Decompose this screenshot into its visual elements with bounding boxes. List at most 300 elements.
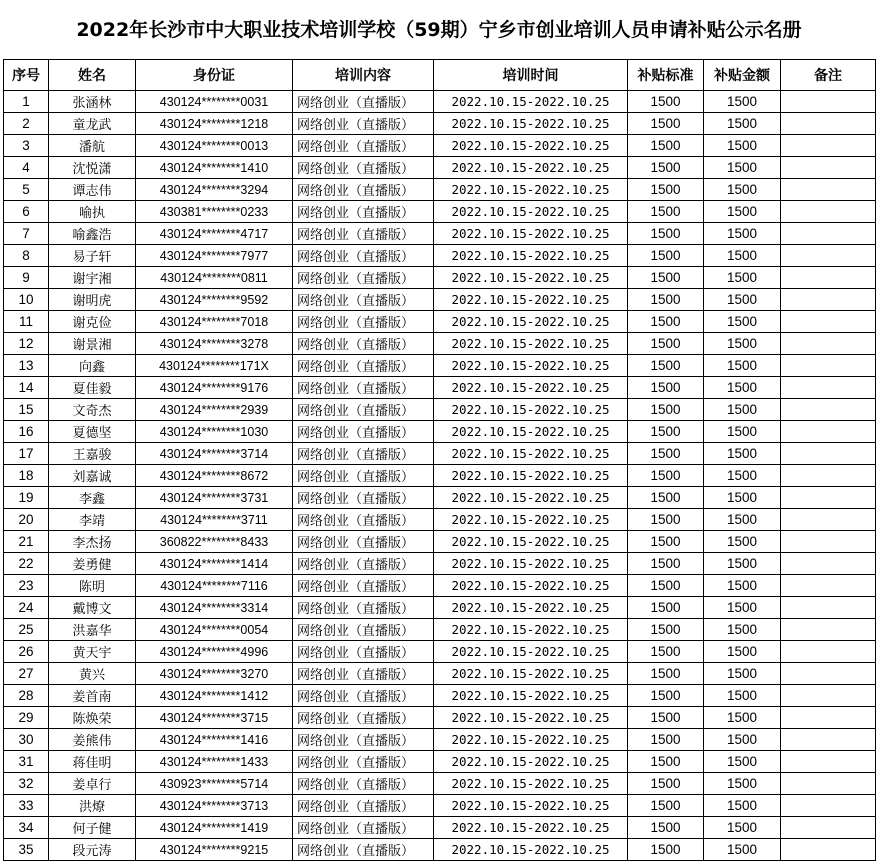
cell-name: 黄天宇 [49,641,136,663]
cell-standard: 1500 [628,113,704,135]
cell-period: 2022.10.15-2022.10.25 [434,135,628,157]
cell-standard: 1500 [628,751,704,773]
cell-note [781,311,876,333]
header-no: 序号 [4,60,49,91]
cell-period: 2022.10.15-2022.10.25 [434,245,628,267]
cell-note [781,289,876,311]
cell-name: 姜勇健 [49,553,136,575]
cell-name: 王嘉骏 [49,443,136,465]
cell-note [781,487,876,509]
cell-note [781,839,876,861]
cell-name: 蒋佳明 [49,751,136,773]
table-row [4,135,876,157]
cell-no: 17 [4,443,49,465]
cell-name: 李杰扬 [49,531,136,553]
cell-standard: 1500 [628,773,704,795]
cell-note [781,399,876,421]
cell-name: 谭志伟 [49,179,136,201]
cell-amount: 1500 [704,619,781,641]
cell-standard: 1500 [628,619,704,641]
cell-course: 网络创业（直播版） [293,553,434,575]
cell-amount: 1500 [704,663,781,685]
cell-id: 430124********4717 [136,223,293,245]
cell-period: 2022.10.15-2022.10.25 [434,839,628,861]
cell-no: 32 [4,773,49,795]
table-row [4,839,876,861]
cell-name: 张涵林 [49,91,136,113]
cell-amount: 1500 [704,157,781,179]
cell-amount: 1500 [704,553,781,575]
cell-id: 430124********8672 [136,465,293,487]
cell-standard: 1500 [628,509,704,531]
table-row [4,817,876,839]
cell-standard: 1500 [628,135,704,157]
cell-standard: 1500 [628,311,704,333]
header-note: 备注 [781,60,876,91]
cell-id: 430124********7116 [136,575,293,597]
cell-name: 洪嘉华 [49,619,136,641]
table-row [4,619,876,641]
cell-amount: 1500 [704,817,781,839]
table-row [4,487,876,509]
cell-id: 430124********3270 [136,663,293,685]
cell-id: 360822********8433 [136,531,293,553]
cell-name: 洪燎 [49,795,136,817]
cell-note [781,641,876,663]
cell-id: 430381********0233 [136,201,293,223]
cell-standard: 1500 [628,245,704,267]
cell-note [781,663,876,685]
table-row [4,575,876,597]
cell-no: 30 [4,729,49,751]
cell-course: 网络创业（直播版） [293,685,434,707]
cell-name: 何子健 [49,817,136,839]
cell-no: 35 [4,839,49,861]
cell-id: 430124********1218 [136,113,293,135]
cell-no: 7 [4,223,49,245]
cell-name: 刘嘉诚 [49,465,136,487]
table-row [4,663,876,685]
cell-amount: 1500 [704,707,781,729]
header-course: 培训内容 [293,60,434,91]
cell-name: 谢宇湘 [49,267,136,289]
cell-note [781,443,876,465]
cell-course: 网络创业（直播版） [293,575,434,597]
table-row [4,333,876,355]
cell-no: 2 [4,113,49,135]
cell-standard: 1500 [628,839,704,861]
cell-amount: 1500 [704,465,781,487]
header-period: 培训时间 [434,60,628,91]
document-title: 2022年长沙市中大职业技术培训学校（59期）宁乡市创业培训人员申请补贴公示名册 [76,19,802,41]
cell-course: 网络创业（直播版） [293,729,434,751]
cell-course: 网络创业（直播版） [293,179,434,201]
cell-amount: 1500 [704,333,781,355]
cell-period: 2022.10.15-2022.10.25 [434,509,628,531]
cell-note [781,223,876,245]
header-name: 姓名 [49,60,136,91]
cell-course: 网络创业（直播版） [293,509,434,531]
cell-course: 网络创业（直播版） [293,135,434,157]
cell-amount: 1500 [704,113,781,135]
cell-id: 430124********3711 [136,509,293,531]
cell-course: 网络创业（直播版） [293,465,434,487]
cell-note [781,685,876,707]
cell-standard: 1500 [628,443,704,465]
cell-course: 网络创业（直播版） [293,421,434,443]
cell-period: 2022.10.15-2022.10.25 [434,443,628,465]
cell-name: 姜首南 [49,685,136,707]
cell-period: 2022.10.15-2022.10.25 [434,377,628,399]
table-row [4,399,876,421]
cell-standard: 1500 [628,377,704,399]
cell-note [781,355,876,377]
table-row [4,267,876,289]
table-row [4,377,876,399]
cell-amount: 1500 [704,443,781,465]
cell-name: 戴博文 [49,597,136,619]
cell-course: 网络创业（直播版） [293,773,434,795]
table-row [4,311,876,333]
cell-amount: 1500 [704,421,781,443]
cell-course: 网络创业（直播版） [293,487,434,509]
cell-standard: 1500 [628,729,704,751]
cell-amount: 1500 [704,685,781,707]
cell-name: 沈悦潇 [49,157,136,179]
cell-course: 网络创业（直播版） [293,377,434,399]
cell-no: 21 [4,531,49,553]
cell-note [781,157,876,179]
cell-id: 430124********2939 [136,399,293,421]
cell-name: 谢克俭 [49,311,136,333]
cell-amount: 1500 [704,355,781,377]
cell-name: 喻执 [49,201,136,223]
cell-course: 网络创业（直播版） [293,399,434,421]
cell-id: 430124********1433 [136,751,293,773]
cell-note [781,113,876,135]
cell-standard: 1500 [628,179,704,201]
cell-period: 2022.10.15-2022.10.25 [434,113,628,135]
cell-name: 向鑫 [49,355,136,377]
cell-id: 430124********1416 [136,729,293,751]
cell-name: 夏德坚 [49,421,136,443]
cell-id: 430124********4996 [136,641,293,663]
table-row [4,179,876,201]
cell-course: 网络创业（直播版） [293,91,434,113]
cell-amount: 1500 [704,201,781,223]
cell-standard: 1500 [628,487,704,509]
cell-course: 网络创业（直播版） [293,751,434,773]
cell-standard: 1500 [628,531,704,553]
table-row [4,113,876,135]
cell-name: 谢明虎 [49,289,136,311]
cell-name: 陈明 [49,575,136,597]
cell-course: 网络创业（直播版） [293,795,434,817]
cell-amount: 1500 [704,729,781,751]
cell-no: 22 [4,553,49,575]
cell-standard: 1500 [628,201,704,223]
cell-standard: 1500 [628,465,704,487]
table-row [4,751,876,773]
cell-amount: 1500 [704,223,781,245]
cell-amount: 1500 [704,487,781,509]
cell-no: 28 [4,685,49,707]
cell-name: 谢景湘 [49,333,136,355]
cell-standard: 1500 [628,597,704,619]
roster-table [3,59,876,861]
cell-amount: 1500 [704,91,781,113]
cell-name: 易子轩 [49,245,136,267]
cell-amount: 1500 [704,575,781,597]
table-row [4,729,876,751]
cell-course: 网络创业（直播版） [293,289,434,311]
table-row [4,509,876,531]
table-row [4,641,876,663]
cell-course: 网络创业（直播版） [293,311,434,333]
cell-no: 14 [4,377,49,399]
table-row [4,201,876,223]
cell-standard: 1500 [628,267,704,289]
cell-period: 2022.10.15-2022.10.25 [434,597,628,619]
cell-standard: 1500 [628,421,704,443]
cell-course: 网络创业（直播版） [293,443,434,465]
cell-note [781,597,876,619]
cell-no: 19 [4,487,49,509]
cell-id: 430124********9592 [136,289,293,311]
cell-course: 网络创业（直播版） [293,817,434,839]
table-row [4,553,876,575]
cell-no: 15 [4,399,49,421]
cell-note [781,135,876,157]
cell-period: 2022.10.15-2022.10.25 [434,91,628,113]
cell-standard: 1500 [628,91,704,113]
cell-amount: 1500 [704,773,781,795]
cell-name: 童龙武 [49,113,136,135]
cell-period: 2022.10.15-2022.10.25 [434,201,628,223]
table-row [4,465,876,487]
cell-period: 2022.10.15-2022.10.25 [434,157,628,179]
table-header-row [4,60,876,91]
cell-id: 430124********9215 [136,839,293,861]
cell-name: 段元涛 [49,839,136,861]
cell-name: 夏佳毅 [49,377,136,399]
cell-no: 31 [4,751,49,773]
cell-amount: 1500 [704,377,781,399]
cell-course: 网络创业（直播版） [293,663,434,685]
cell-standard: 1500 [628,575,704,597]
cell-period: 2022.10.15-2022.10.25 [434,553,628,575]
cell-no: 6 [4,201,49,223]
cell-id: 430124********0811 [136,267,293,289]
cell-course: 网络创业（直播版） [293,619,434,641]
cell-standard: 1500 [628,333,704,355]
cell-course: 网络创业（直播版） [293,223,434,245]
cell-course: 网络创业（直播版） [293,355,434,377]
cell-standard: 1500 [628,795,704,817]
cell-standard: 1500 [628,663,704,685]
cell-name: 潘航 [49,135,136,157]
cell-id: 430124********1030 [136,421,293,443]
cell-note [781,817,876,839]
cell-standard: 1500 [628,553,704,575]
cell-id: 430124********9176 [136,377,293,399]
cell-no: 34 [4,817,49,839]
cell-amount: 1500 [704,795,781,817]
cell-no: 27 [4,663,49,685]
cell-name: 喻鑫浩 [49,223,136,245]
cell-period: 2022.10.15-2022.10.25 [434,531,628,553]
cell-course: 网络创业（直播版） [293,531,434,553]
cell-id: 430124********3314 [136,597,293,619]
cell-id: 430124********1419 [136,817,293,839]
table-row [4,597,876,619]
cell-note [781,377,876,399]
cell-period: 2022.10.15-2022.10.25 [434,179,628,201]
cell-name: 李靖 [49,509,136,531]
cell-name: 李鑫 [49,487,136,509]
cell-no: 3 [4,135,49,157]
cell-course: 网络创业（直播版） [293,113,434,135]
cell-period: 2022.10.15-2022.10.25 [434,685,628,707]
cell-no: 25 [4,619,49,641]
cell-note [781,707,876,729]
cell-amount: 1500 [704,399,781,421]
cell-amount: 1500 [704,179,781,201]
table-row [4,223,876,245]
cell-period: 2022.10.15-2022.10.25 [434,311,628,333]
cell-note [781,465,876,487]
cell-id: 430124********0013 [136,135,293,157]
cell-id: 430124********7018 [136,311,293,333]
table-row [4,157,876,179]
cell-id: 430124********1414 [136,553,293,575]
cell-period: 2022.10.15-2022.10.25 [434,399,628,421]
cell-no: 23 [4,575,49,597]
cell-course: 网络创业（直播版） [293,707,434,729]
cell-amount: 1500 [704,641,781,663]
cell-amount: 1500 [704,311,781,333]
cell-period: 2022.10.15-2022.10.25 [434,289,628,311]
cell-standard: 1500 [628,355,704,377]
cell-note [781,509,876,531]
cell-period: 2022.10.15-2022.10.25 [434,575,628,597]
cell-period: 2022.10.15-2022.10.25 [434,817,628,839]
cell-note [781,91,876,113]
table-row [4,795,876,817]
cell-note [781,729,876,751]
cell-name: 黄兴 [49,663,136,685]
header-standard: 补贴标准 [628,60,704,91]
cell-note [781,179,876,201]
cell-no: 5 [4,179,49,201]
cell-standard: 1500 [628,685,704,707]
cell-no: 10 [4,289,49,311]
cell-period: 2022.10.15-2022.10.25 [434,465,628,487]
cell-no: 9 [4,267,49,289]
cell-amount: 1500 [704,135,781,157]
cell-note [781,333,876,355]
table-row [4,531,876,553]
cell-period: 2022.10.15-2022.10.25 [434,619,628,641]
cell-course: 网络创业（直播版） [293,641,434,663]
table-row [4,421,876,443]
cell-standard: 1500 [628,641,704,663]
cell-period: 2022.10.15-2022.10.25 [434,223,628,245]
cell-id: 430124********171X [136,355,293,377]
cell-period: 2022.10.15-2022.10.25 [434,795,628,817]
table-row [4,355,876,377]
cell-id: 430124********0054 [136,619,293,641]
cell-note [781,201,876,223]
cell-id: 430124********1410 [136,157,293,179]
cell-note [781,531,876,553]
cell-period: 2022.10.15-2022.10.25 [434,641,628,663]
cell-id: 430124********3715 [136,707,293,729]
table-row [4,289,876,311]
table-row [4,773,876,795]
cell-note [781,773,876,795]
cell-no: 1 [4,91,49,113]
table-row [4,245,876,267]
cell-no: 20 [4,509,49,531]
cell-standard: 1500 [628,399,704,421]
cell-course: 网络创业（直播版） [293,245,434,267]
table-row [4,707,876,729]
cell-course: 网络创业（直播版） [293,597,434,619]
cell-no: 12 [4,333,49,355]
cell-period: 2022.10.15-2022.10.25 [434,333,628,355]
cell-period: 2022.10.15-2022.10.25 [434,421,628,443]
cell-course: 网络创业（直播版） [293,201,434,223]
cell-no: 26 [4,641,49,663]
cell-note [781,553,876,575]
cell-period: 2022.10.15-2022.10.25 [434,355,628,377]
cell-name: 姜卓行 [49,773,136,795]
table-row [4,443,876,465]
cell-name: 文奇杰 [49,399,136,421]
cell-name: 姜熊伟 [49,729,136,751]
cell-amount: 1500 [704,597,781,619]
header-amount: 补贴金额 [704,60,781,91]
cell-no: 16 [4,421,49,443]
cell-id: 430124********3714 [136,443,293,465]
cell-standard: 1500 [628,707,704,729]
cell-id: 430124********0031 [136,91,293,113]
cell-id: 430124********3294 [136,179,293,201]
cell-note [781,245,876,267]
cell-id: 430124********3713 [136,795,293,817]
cell-amount: 1500 [704,289,781,311]
table-row [4,91,876,113]
cell-amount: 1500 [704,839,781,861]
cell-amount: 1500 [704,509,781,531]
cell-note [781,575,876,597]
cell-name: 陈焕荣 [49,707,136,729]
cell-course: 网络创业（直播版） [293,157,434,179]
cell-amount: 1500 [704,245,781,267]
table-row [4,685,876,707]
table-body [4,91,876,861]
cell-id: 430923********5714 [136,773,293,795]
cell-amount: 1500 [704,531,781,553]
cell-period: 2022.10.15-2022.10.25 [434,487,628,509]
header-id: 身份证 [136,60,293,91]
cell-note [781,619,876,641]
cell-period: 2022.10.15-2022.10.25 [434,663,628,685]
cell-id: 430124********7977 [136,245,293,267]
cell-no: 24 [4,597,49,619]
cell-no: 18 [4,465,49,487]
